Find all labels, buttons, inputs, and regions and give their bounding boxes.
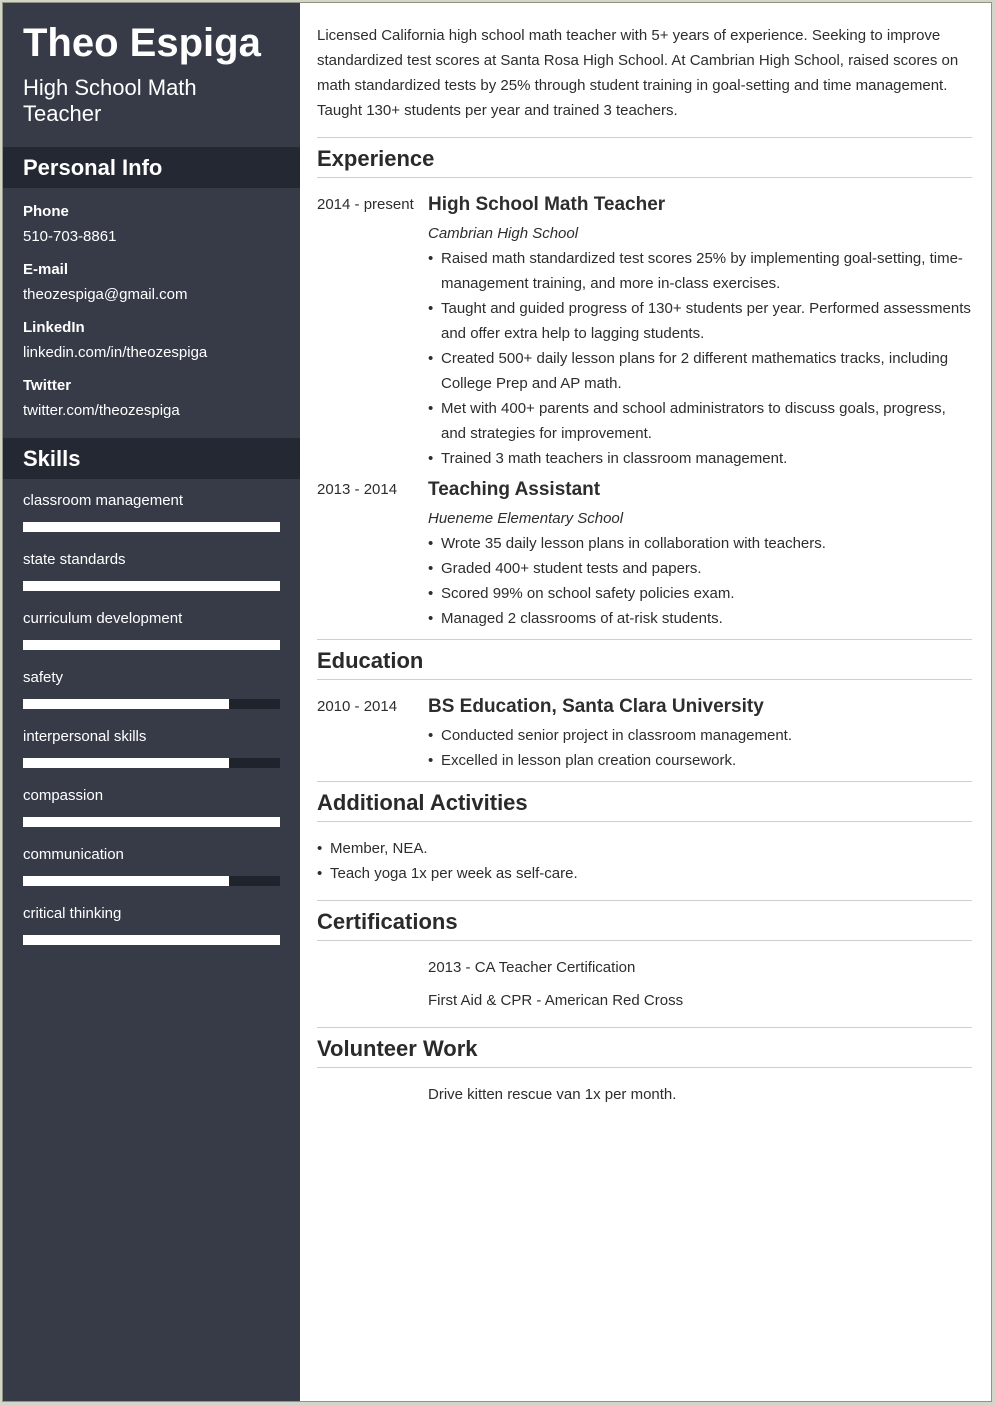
twitter-value: twitter.com/theozespiga xyxy=(23,402,180,419)
skill-bar xyxy=(23,522,280,532)
candidate-name: Theo Espiga xyxy=(23,21,261,65)
certification-item: First Aid & CPR - American Red Cross xyxy=(428,992,684,1009)
education-entry xyxy=(317,694,972,773)
info-phone xyxy=(23,202,280,247)
education-entries xyxy=(317,694,972,773)
skill-bar xyxy=(23,581,280,591)
skill-item xyxy=(23,786,280,845)
bullet-item: • Created 500+ daily lesson plans for 2 different mathematics tracks, including College Prep and AP math. xyxy=(428,346,972,396)
main-content xyxy=(300,3,991,1401)
skill-item xyxy=(23,845,280,904)
entry-title: BS Education, Santa Clara University xyxy=(428,696,764,717)
skill-name: safety xyxy=(23,669,64,686)
skill-item xyxy=(23,668,280,727)
certifications-list xyxy=(428,955,972,1013)
entry-dates: 2010 - 2014 xyxy=(317,698,398,715)
experience-section xyxy=(317,137,972,631)
skill-bar-fill xyxy=(23,876,229,886)
experience-entry xyxy=(317,477,972,631)
skills-heading: Skills xyxy=(3,438,300,479)
personal-info-list xyxy=(3,188,300,438)
entry-dates: 2014 - present xyxy=(317,196,414,213)
info-linkedin xyxy=(23,318,280,363)
activities-section xyxy=(317,781,972,886)
skill-item xyxy=(23,550,280,609)
bullet-item: • Raised math standardized test scores 25% by implementing goal-setting, time-management training, and more in-class exercises. xyxy=(428,246,972,296)
resume-page xyxy=(2,2,992,1402)
skill-name: classroom management xyxy=(23,492,184,509)
summary-text: Licensed California high school math teacher with 5+ years of experience. Seeking to improve standardized test scores at Santa Rosa High School. At Cambrian High School, raised scores on math standardized tests by 25% through student training in goal-setting and time management. Taught 130+ students per year and trained 3 teachers. xyxy=(317,27,959,119)
skill-item xyxy=(23,609,280,668)
skill-bar-fill xyxy=(23,640,280,650)
sidebar xyxy=(3,3,300,1401)
skill-bar-fill xyxy=(23,935,280,945)
phone-value: 510-703-8861 xyxy=(23,228,117,245)
linkedin-value: linkedin.com/in/theozespiga xyxy=(23,344,208,361)
info-label: LinkedIn xyxy=(23,319,85,336)
bullet-item: • Graded 400+ student tests and papers. xyxy=(428,556,972,581)
skill-bar xyxy=(23,699,280,709)
skill-bar xyxy=(23,935,280,945)
entry-body xyxy=(428,477,972,631)
entry-body xyxy=(428,694,972,773)
bullet-item: • Scored 99% on school safety policies exam. xyxy=(428,581,972,606)
skill-bar-fill xyxy=(23,758,229,768)
entry-body xyxy=(428,192,972,471)
bullet-item: • Trained 3 math teachers in classroom management. xyxy=(428,446,972,471)
bullet-item: • Met with 400+ parents and school administrators to discuss goals, progress, and strategies for improvement. xyxy=(428,396,972,446)
skill-bar xyxy=(23,758,280,768)
info-email xyxy=(23,260,280,305)
skill-bar-fill xyxy=(23,522,280,532)
skill-bar xyxy=(23,876,280,886)
bullet-item: • Conducted senior project in classroom management. xyxy=(428,723,972,748)
section-title: Education xyxy=(317,640,972,680)
certifications-section xyxy=(317,900,972,1013)
skill-bar xyxy=(23,640,280,650)
bullet-item: • Managed 2 classrooms of at-risk students. xyxy=(428,606,972,631)
skill-bar-fill xyxy=(23,581,280,591)
personal-info-heading: Personal Info xyxy=(3,147,300,188)
activity-item: • Member, NEA. xyxy=(317,836,972,861)
volunteer-list xyxy=(428,1082,972,1107)
skill-name: curriculum development xyxy=(23,610,183,627)
skill-item xyxy=(23,727,280,786)
volunteer-section xyxy=(317,1027,972,1107)
skill-item xyxy=(23,904,280,963)
section-title: Volunteer Work xyxy=(317,1028,972,1068)
bullet-item: • Wrote 35 daily lesson plans in collaboration with teachers. xyxy=(428,531,972,556)
entry-organization: Hueneme Elementary School xyxy=(428,510,624,527)
skill-name: interpersonal skills xyxy=(23,728,147,745)
bullet-item: • Excelled in lesson plan creation coursework. xyxy=(428,748,972,773)
education-section xyxy=(317,639,972,773)
entry-dates: 2013 - 2014 xyxy=(317,481,398,498)
entry-bullets xyxy=(428,723,972,773)
section-title: Experience xyxy=(317,138,972,178)
entry-title: High School Math Teacher xyxy=(428,194,666,215)
skill-name: communication xyxy=(23,846,124,863)
skill-bar-fill xyxy=(23,699,229,709)
certification-item: 2013 - CA Teacher Certification xyxy=(428,959,636,976)
info-label: Twitter xyxy=(23,377,72,394)
section-title: Certifications xyxy=(317,901,972,941)
entry-bullets xyxy=(428,531,972,631)
skill-name: critical thinking xyxy=(23,905,122,922)
skill-item xyxy=(23,491,280,550)
volunteer-item: Drive kitten rescue van 1x per month. xyxy=(428,1086,677,1103)
skill-name: compassion xyxy=(23,787,104,804)
skills-list xyxy=(3,479,300,963)
entry-bullets xyxy=(428,246,972,471)
email-value: theozespiga@gmail.com xyxy=(23,286,188,303)
info-label: Phone xyxy=(23,203,69,220)
activity-item: • Teach yoga 1x per week as self-care. xyxy=(317,861,972,886)
skill-bar xyxy=(23,817,280,827)
info-label: E-mail xyxy=(23,261,69,278)
info-twitter xyxy=(23,376,280,421)
activities-list xyxy=(317,836,972,886)
entry-title: Teaching Assistant xyxy=(428,479,601,500)
entry-organization: Cambrian High School xyxy=(428,225,579,242)
candidate-role: High School Math Teacher xyxy=(23,75,197,126)
experience-entry xyxy=(317,192,972,471)
skill-bar-fill xyxy=(23,817,280,827)
section-title: Additional Activities xyxy=(317,782,972,822)
skill-name: state standards xyxy=(23,551,126,568)
bullet-item: • Taught and guided progress of 130+ students per year. Performed assessments and offer extra help to lagging students. xyxy=(428,296,972,346)
experience-entries xyxy=(317,192,972,631)
